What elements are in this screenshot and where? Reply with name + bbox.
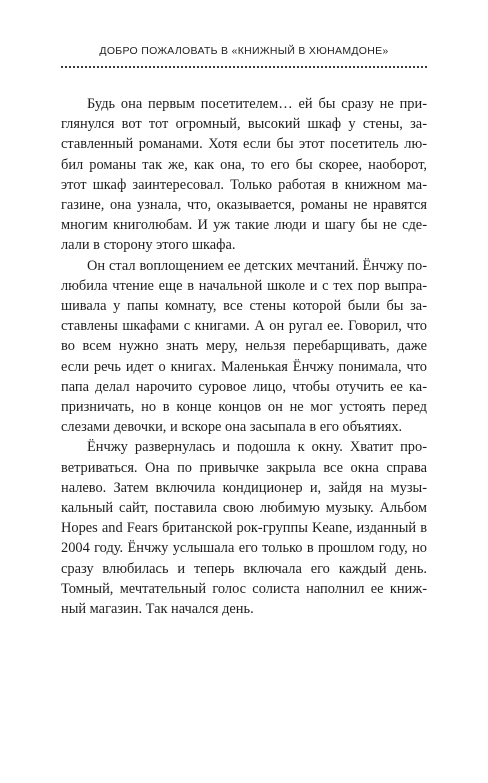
paragraph-3: Ёнчжу развернулась и подошла к окну. Хватит проветриваться. Она по привычке закрыла все окна справа налево. Затем включила кондиционер и, зайдя на музыкальный сайт, поставила свою любимую музыку. Альбом Hopes and Fears британской рок-группы Keane, изданный в 2004 году. Ёнчжу услышала его только в прошлом году, но сразу влюбилась и теперь включала его каждый день. Томный, мечтательный голос солиста наполнил ее книжный магазин. Так начался день. [61, 439, 427, 618]
body-text [61, 94, 427, 619]
paragraph-2: Он стал воплощением ее детских мечтаний. Ёнчжу полюбила чтение еще в начальной школе и с тех пор выпрашивала у папы комнату, все стены которой были бы заставлены шкафами с книгами. А он ругал ее. Говорил, что во всем нужно знать меру, нельзя перебарщивать, даже если речь идет о книгах. Маленькая Ёнчжу понимала, что папа делал нарочито суровое лицо, чтобы отучить ее капризничать, но в конце концов он не мог устоять перед слезами девочки, и вскоре она засыпала в его объятиях. [61, 257, 427, 436]
running-header: ДОБРО ПОЖАЛОВАТЬ В «КНИЖНЫЙ В ХЮНАМДОНЕ» [99, 45, 389, 57]
header-dotted-rule [61, 66, 427, 68]
paragraph-1: Будь она первым посетителем… ей бы сразу не приглянулся вот тот огромный, высокий шкаф у стены, заставленный романами. Хотя если бы этот посетитель любил романы так же, как она, то его бы скорее, наоборот, этот шкаф заинтересовал. Только работая в книжном магазине, она узнала, что, оказывается, романы не нравятся многим книголюбам. И уж такие люди и шагу бы не сделали в сторону этого шкафа. [61, 96, 427, 254]
